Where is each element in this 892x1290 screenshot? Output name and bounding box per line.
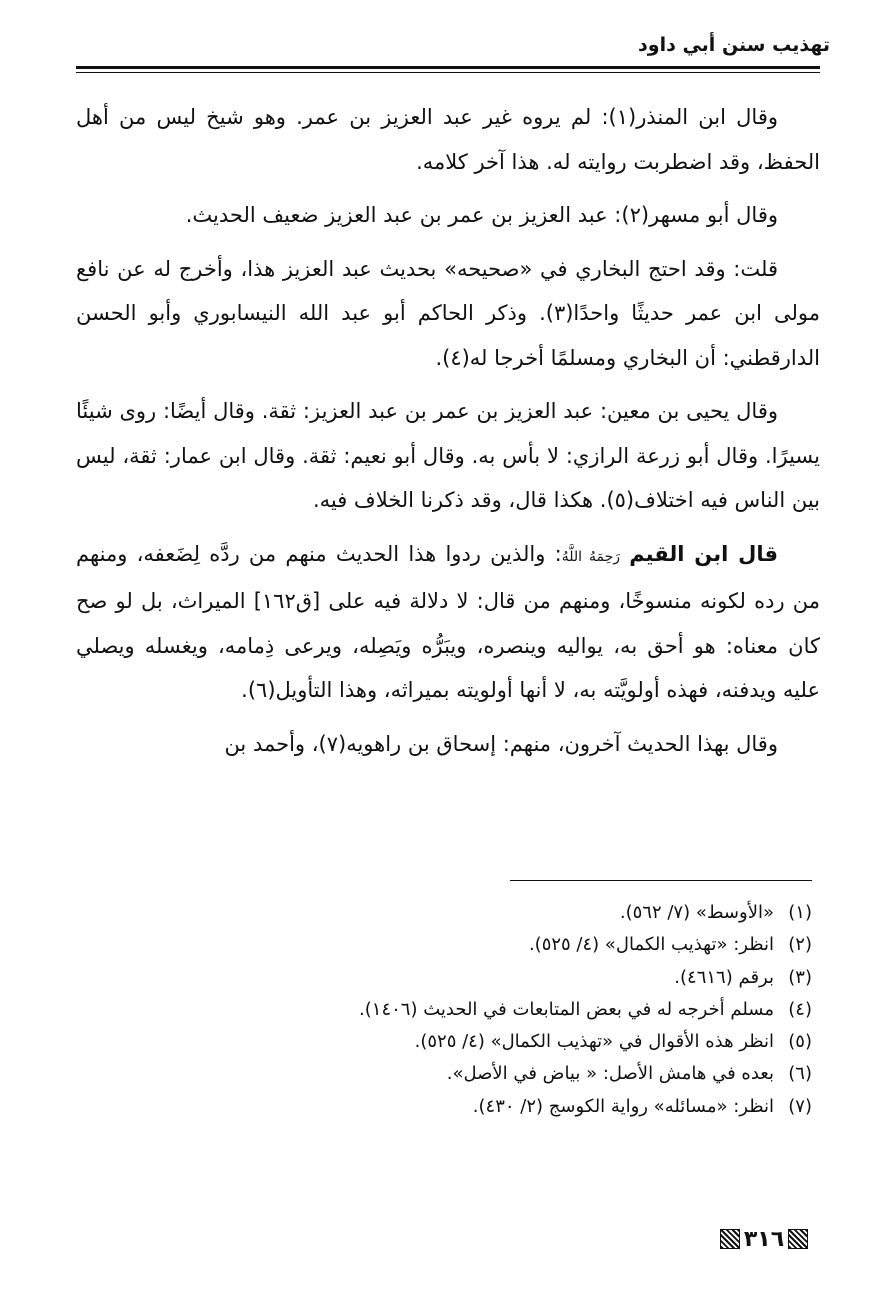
- paragraph-5-text: : والذين ردوا هذا الحديث منهم من ردَّه لِضَعفه، ومنهم من رده لكونه منسوخًا، ومنهم من قال: لا دلالة فيه على [ق١٦٢] الميراث، بل لو صح كان معناه: هو أحق به، يواليه وينصره، ويبَرُّه ويَصِله، ويرعى ذِمامه، ويغسله ويصلي عليه ويدفنه، فهذه أولويَّته به، لا أنها أولويته بميراثه، وهذا التأويل(٦).: [76, 541, 820, 702]
- footnotes: [112, 897, 812, 1123]
- footnote-number: (٢): [788, 934, 812, 956]
- footnote: [112, 1026, 812, 1058]
- paragraph-3: قلت: وقد احتج البخاري في «صحيحه» بحديث عبد العزيز هذا، وأخرج له عن نافع مولى ابن عمر حديثًا واحدًا(٣). وذكر الحاكم أبو عبد الله النيسابوري وأبو الحسن الدارقطني: أن البخاري ومسلمًا أخرجا له(٤).: [76, 256, 820, 370]
- header-rule-thin: [76, 72, 820, 73]
- running-title: تهذيب سنن أبي داود: [638, 34, 830, 56]
- footnote-number: (٤): [788, 998, 812, 1020]
- footnote-number: (٦): [788, 1063, 812, 1085]
- footnote-text: انظر هذه الأقوال في «تهذيب الكمال» (٤/ ٥٢٥).: [414, 1031, 774, 1053]
- paragraph-2: وقال أبو مسهر(٢): عبد العزيز بن عمر بن عبد العزيز ضعيف الحديث.: [185, 203, 778, 227]
- main-text: [76, 95, 820, 766]
- footnote-number: (٥): [788, 1031, 812, 1053]
- footnote-number: (١): [788, 902, 812, 923]
- paragraph-6: وقال بهذا الحديث آخرون، منهم: إسحاق بن راهويه(٧)، وأحمد بن: [224, 731, 778, 756]
- footnote: [112, 897, 812, 929]
- footnote-number: (٣): [788, 966, 812, 988]
- footnote-text: برقم (٤٦١٦).: [674, 966, 774, 988]
- paragraph-4: وقال يحيى بن معين: عبد العزيز بن عمر بن عبد العزيز: ثقة. وقال أيضًا: روى شيئًا يسيرًا. وقال أبو زرعة الرازي: لا بأس به. وقال أبو نعيم: ثقة. وقال ابن عمار: ثقة، ليس بين الناس فيه اختلاف(٥). هكذا قال، وقد ذكرنا الخلاف فيه.: [76, 399, 820, 512]
- footnote-text: بعده في هامش الأصل: « بياض في الأصل».: [446, 1063, 774, 1085]
- header-rule-thick: [76, 66, 820, 69]
- page-number-block: [716, 1225, 812, 1253]
- paragraph-5: [76, 532, 820, 713]
- footnote-text: انظر: «مسائله» رواية الكوسج (٢/ ٤٣٠).: [472, 1095, 774, 1117]
- footnote-text: «الأوسط» (٧/ ٥٦٢).: [619, 902, 774, 923]
- ornament-icon: [720, 1229, 740, 1249]
- footnote-separator: [510, 880, 812, 881]
- footnote: [112, 1058, 812, 1090]
- footnote-number: (٧): [788, 1095, 812, 1117]
- footnote: [112, 962, 812, 994]
- paragraph-1: وقال ابن المنذر(١): لم يروه غير عبد العزيز بن عمر. وهو شيخ ليس من أهل الحفظ، وقد اضطربت روايته له. هذا آخر كلامه.: [76, 105, 820, 174]
- footnote-text: مسلم أخرجه له في بعض المتابعات في الحديث (١٤٠٦).: [359, 998, 774, 1020]
- footnote: [112, 994, 812, 1026]
- honorific: رَحِمَهُ اللَّهُ: [561, 548, 620, 565]
- ornament-icon: [788, 1229, 808, 1249]
- page-number: ٣١٦: [743, 1226, 785, 1252]
- speaker-name: قال ابن القيم: [629, 541, 778, 566]
- footnote-text: انظر: «تهذيب الكمال» (٤/ ٥٢٥).: [528, 934, 774, 956]
- footnote: [112, 929, 812, 961]
- footnote: [112, 1091, 812, 1123]
